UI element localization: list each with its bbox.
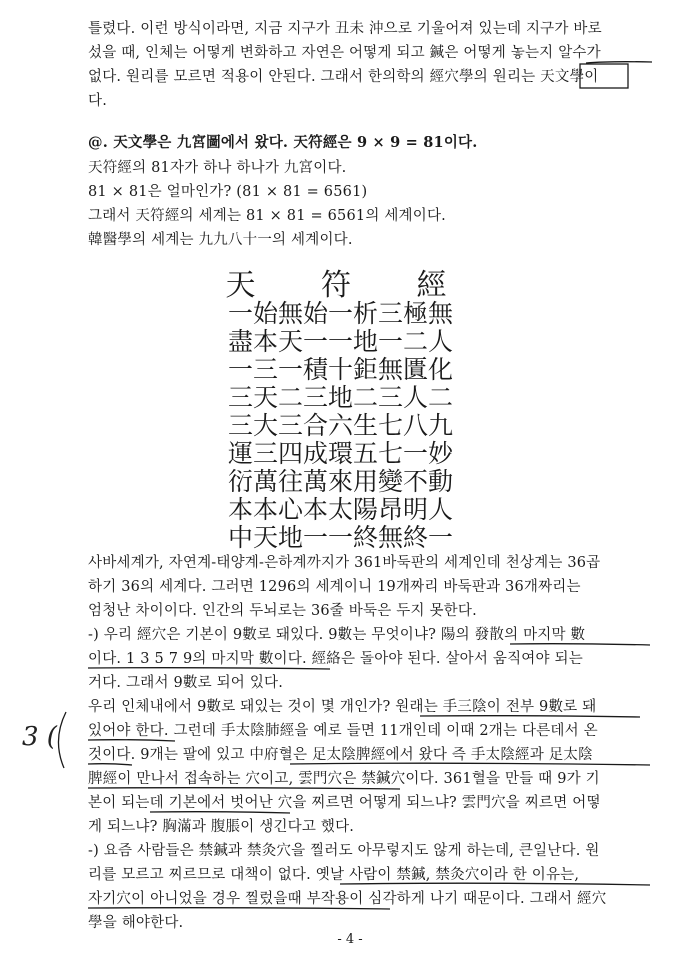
paragraph1-line: 없다. 원리를 모르면 적용이 안된다. 그래서 한의학의 經穴學의 원리는 天文學이: [88, 69, 599, 85]
scripture-line: 運三四成環五七一妙: [228, 439, 454, 468]
paragraph2-line: 있어야 한다. 그런데 手太陰肺經을 예로 들면 11개인데 이때 2개는 다른데서 온: [88, 723, 598, 739]
handwritten-margin-note: 3 (: [22, 722, 57, 752]
paragraph2-line: 이다. 1 3 5 7 9의 마지막 數이다. 經絡은 돌아야 된다. 살아서 움직여야 되는: [88, 651, 583, 667]
paragraph1-line: 다.: [88, 93, 108, 109]
paragraph2-line: 본이 되는데 기본에서 벗어난 穴을 찌르면 어떻게 되느냐? 雲門穴을 찌르면 어떻: [88, 795, 601, 811]
section-line: 韓醫學의 세계는 九九八十一의 세계이다.: [88, 232, 353, 248]
section-heading: @. 天文學은 九宮圖에서 왔다. 天符經은 9 × 9 = 81이다.: [88, 134, 478, 151]
scripture-line: 一始無始一析三極無: [228, 299, 454, 328]
paragraph2-line: -) 우리 經穴은 기본이 9數로 돼있다. 9數는 무엇이냐? 陽의 發散의 마지막 數: [88, 627, 586, 643]
paragraph2-line: 學을 해야한다.: [88, 915, 184, 931]
paragraph2-line: 脾經이 만나서 접속하는 穴이고, 雲門穴은 禁鍼穴이다. 361혈을 만들 때 9가 기: [88, 771, 600, 787]
paragraph1-line: 틀렸다. 이런 방식이라면, 지금 지구가 丑未 沖으로 기울어져 있는데 지구가 바로: [88, 21, 602, 37]
paragraph2-line: 거다. 그래서 9數로 되어 있다.: [88, 675, 284, 691]
scripture-line: 一三一積十鉅無匱化: [228, 355, 454, 384]
margin-bracket-mark: [58, 712, 66, 768]
paragraph2-line: 리를 모르고 찌르므로 대책이 없다. 옛날 사람이 禁鍼, 禁灸穴이라 한 이유는,: [88, 867, 580, 883]
scripture-title: 天 符 經: [225, 268, 475, 303]
paragraph2-line: 자기穴이 아니었을 경우 찔렀을때 부작용이 심각하게 나기 때문이다. 그래서 經穴: [88, 891, 607, 907]
scripture-line: 三大三合六生七八九: [228, 411, 454, 440]
scripture-line: 盡本天一一地一二人: [228, 327, 454, 356]
paragraph2-line: 게 되느냐? 胸滿과 腹脹이 생긴다고 했다.: [88, 819, 355, 835]
section-line: 81 × 81은 얼마인가? (81 × 81 = 6561): [88, 184, 368, 200]
scripture-line: 中天地一一終無終一: [228, 523, 454, 552]
section-line: 그래서 天符經의 세계는 81 × 81 = 6561의 세계이다.: [88, 208, 446, 224]
paragraph2-line: 것이다. 9개는 팔에 있고 中府혈은 足太陰脾經에서 왔다 즉 手太陰經과 足太陰: [88, 747, 593, 763]
scripture-line: 衍萬往萬來用變不動: [228, 467, 454, 496]
scripture-line: 三天二三地二三人二: [228, 383, 454, 412]
paragraph2-line: 엄청난 차이이다. 인간의 두뇌로는 36줄 바둑은 두지 못한다.: [88, 603, 477, 619]
scripture-line: 本本心本太陽昂明人: [228, 495, 454, 524]
paragraph2-line: -) 요즘 사람들은 禁鍼과 禁灸穴을 찔러도 아무렇지도 않게 하는데, 큰일난다. 원: [88, 843, 600, 859]
section-line: 天符經의 81자가 하나 하나가 九宮이다.: [88, 160, 347, 176]
paragraph1-line: 섰을 때, 인체는 어떻게 변화하고 자연은 어떻게 되고 鍼은 어떻게 놓는지 알수가: [88, 45, 601, 61]
page-number: - 4 -: [337, 932, 363, 947]
paragraph2-line: 하기 36의 세계다. 그러면 1296의 세계이니 19개짜리 바둑판과 36개짜리는: [88, 579, 581, 595]
paragraph2-line: 사바세계가, 자연계-태양계-은하계까지가 361바둑판의 세계인데 천상계는 36곱: [88, 555, 601, 571]
paragraph2-line: 우리 인체내에서 9數로 돼있는 것이 몇 개인가? 원래는 手三陰이 전부 9數로 돼: [88, 699, 597, 715]
